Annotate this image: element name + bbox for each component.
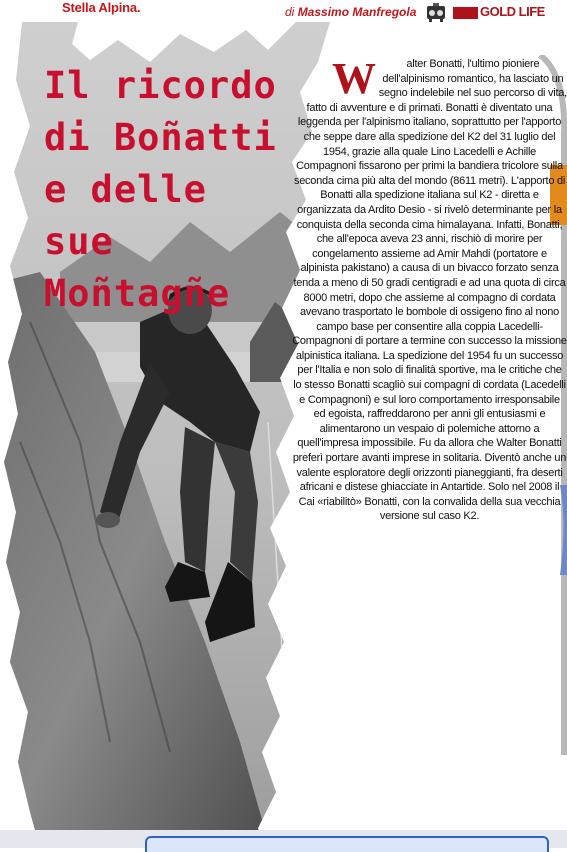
article-body — [292, 54, 567, 817]
column-bar — [453, 7, 478, 19]
headline — [44, 60, 294, 320]
byline-author: Massimo Manfregola — [297, 5, 417, 19]
headline-line: Moñtagñe — [44, 272, 231, 315]
column-name: GOLD LIFE — [480, 4, 545, 19]
byline-prefix: di — [285, 5, 295, 19]
retro-player-icon — [424, 2, 448, 22]
section-tag: Stella Alpina. — [62, 0, 141, 15]
headline-line: e delle sue — [44, 168, 207, 263]
drop-cap: W — [332, 54, 376, 103]
article-text: alter Bonatti, l'ultimo pioniere dell'alpinismo romantico, ha lasciato un segno indelebile nel suo percorso di vita, fatto di avventure e di primati. Bonatti è diventato una leggenda per l'alpinismo italiano, soprattutto per l'apporto che seppe dare alla spedizione del K2 del 31 luglio del 1954, grazie alla quale Lino Lacedelli e Achille Compagnoni fissarono per primi la bandiera tricolore sulla seconda cima più alta del mondo (8611 metri). L'apporto di Bonatti alla spedizione italiana sul K2 - diretta e organizzata da Ardito Desio - si rivelò determinante per la conquista della seconda cima himalayana. Infatti, Bonatti, che all'epoca aveva 23 anni, rischiò di morire per congelamento assieme ad Amir Mahdi (portatore e alpinista pakistano) a causa di un bivacco forzato senza tenda a meno di 50 gradi centigradi e ad una quota di circa 8000 metri, dopo che assieme al compagno di cordata avevano trasportato le bombole di ossigeno fino al nono campo base per consentire alla coppia Lacedelli-Compagnoni di portare a termine con successo la missione alpinistica italiana. La spedizione del 1954 fu un successo per l'Italia e non solo di finalità sportive, ma le critiche che lo stesso Bonatti scagliò sui compagni di cordata (Lacedelli e Compagnoni) e sul loro comportamento irresponsabile ed egoista, raffreddarono per anni gli entusiasmi e alimentarono un vespaio di polemiche attorno a quell'impresa impossibile. Fu da allora che Walter Bonatti preferì portare avanti imprese in solitaria. Diventò anche un valente esploratore degli orizzonti pianeggianti, fra deserti africani e distese ghiacciate in Antartide. Solo nel 2008 il Cai «riabilitò» Bonatti, con la convalida della sua vecchia versione sul caso K2. — [292, 58, 567, 523]
page-header — [0, 0, 567, 22]
byline — [285, 5, 416, 19]
bottom-tab[interactable] — [145, 836, 549, 852]
headline-line: di Boñatti — [44, 116, 277, 159]
headline-line: Il ricordo — [44, 64, 277, 107]
